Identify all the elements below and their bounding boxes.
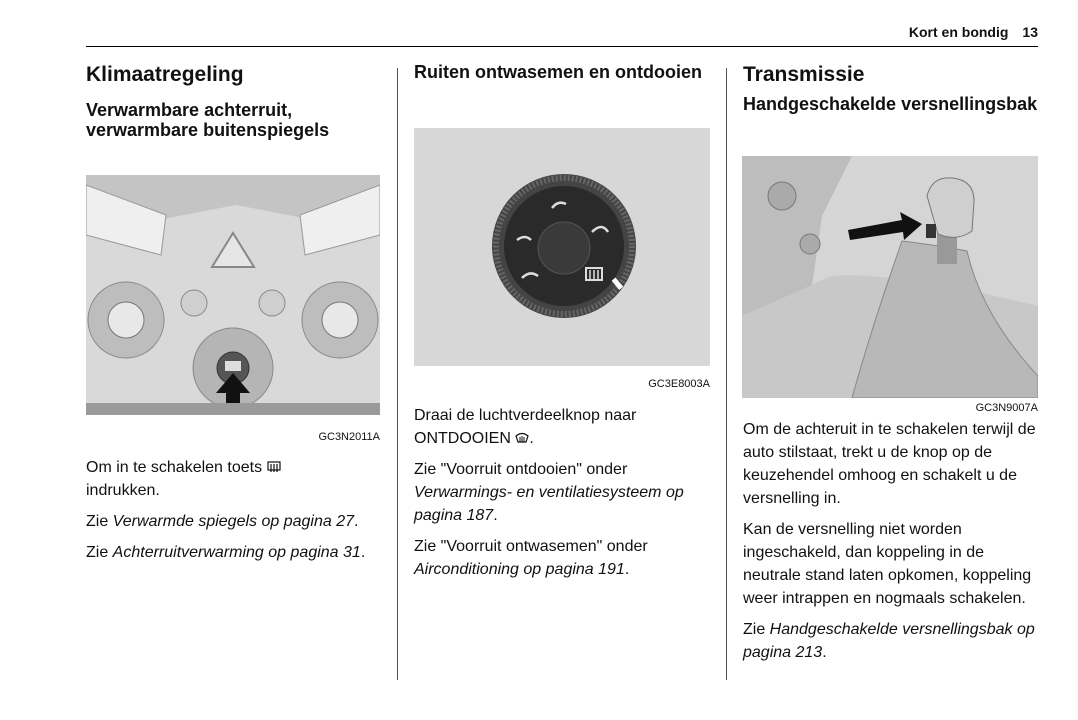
body-text — [414, 404, 712, 581]
header-rule — [86, 46, 1038, 47]
paragraph: Om in te schakelen toets indrukken. — [86, 456, 382, 502]
paragraph: Zie "Voorruit ontwasemen" onder Airconditioning op pagina 191. — [414, 538, 648, 578]
paragraph: Om de achteruit in te schakelen terwijl de auto stilstaat, trekt u de knop op de keuzehendel omhoog en schakelt u de versnelling in. — [743, 421, 1036, 507]
running-header — [909, 24, 1038, 40]
section-title: Kort en bondig — [908, 24, 1009, 40]
body-text — [86, 456, 382, 564]
cross-reference[interactable]: Verwarmings- en ventilatiesysteem op pagina 187 — [414, 484, 684, 524]
column-divider — [397, 68, 398, 680]
figure-distribution-knob — [414, 128, 710, 366]
rear-defrost-icon — [267, 461, 281, 473]
paragraph: Zie Achterruitverwarming op pagina 31. — [86, 544, 366, 561]
column-transmission — [743, 62, 1038, 114]
column-defrost — [414, 62, 714, 82]
figure-climate-panel — [86, 175, 380, 415]
subsection-heading: Verwarmbare achterruit, verwarmbare buitenspiegels — [86, 100, 330, 140]
paragraph: Kan de versnelling niet worden ingeschakeld, dan koppeling in de neutrale stand laten opkomen, koppeling weer intrappen en nogmaals schakelen. — [743, 521, 1032, 607]
windshield-defrost-icon — [515, 432, 529, 444]
figure-caption: GC3N9007A — [975, 402, 1038, 414]
column-climate — [86, 62, 381, 140]
paragraph: Zie Handgeschakelde versnellingsbak op pagina 213. — [743, 621, 1035, 661]
paragraph: Draai de luchtverdeelknop naar ONTDOOIEN . — [414, 407, 637, 447]
column-divider — [726, 68, 727, 680]
paragraph: Zie Verwarmde spiegels op pagina 27. — [86, 513, 359, 530]
section-heading: Transmissie — [743, 63, 865, 86]
cross-reference[interactable]: Handgeschakelde versnellingsbak op pagina 213 — [743, 621, 1035, 661]
cross-reference[interactable]: Verwarmde spiegels op pagina 27 — [112, 513, 355, 530]
figure-gear-lever — [742, 156, 1038, 398]
section-heading: Ruiten ontwasemen en ontdooien — [414, 62, 703, 82]
figure-caption: GC3N2011A — [318, 431, 380, 443]
page-number: 13 — [1022, 24, 1038, 40]
figure-caption: GC3E8003A — [648, 378, 710, 390]
body-text — [743, 418, 1040, 664]
cross-reference[interactable]: Airconditioning op pagina 191 — [414, 561, 625, 578]
paragraph: Zie "Voorruit ontdooien" onder Verwarmings- en ventilatiesysteem op pagina 187. — [414, 461, 684, 524]
subsection-heading: Handgeschakelde versnellingsbak — [743, 94, 1038, 114]
section-heading: Klimaatregeling — [86, 63, 244, 86]
cross-reference[interactable]: Achterruitverwarming op pagina 31 — [112, 544, 361, 561]
